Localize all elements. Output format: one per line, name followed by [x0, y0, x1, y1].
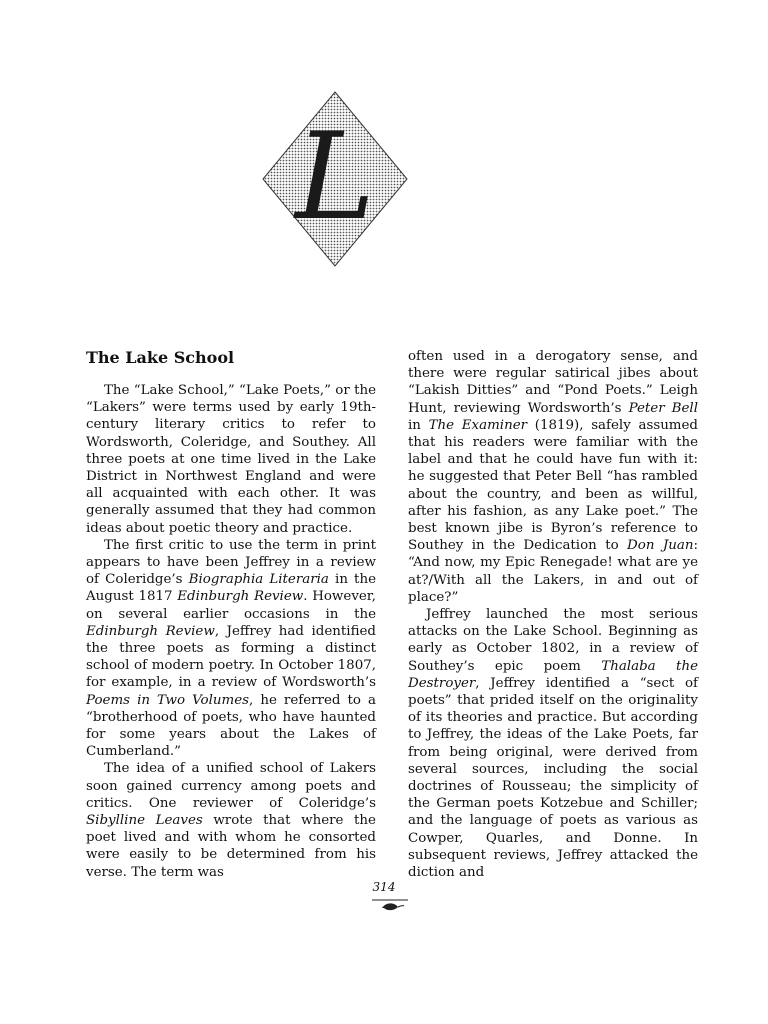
paragraph-text: The first critic to use the term in print appears to have been Jeffrey in a review of Coleridge’s — [86, 537, 376, 588]
paragraph-text: often used in a derogatory sense, and there were regular satirical jibes about “Lakish Ditties” and “Pond Poets.” Leigh Hunt, reviewing Wordsworth’s — [408, 349, 698, 416]
initial-letter-ornament — [261, 90, 409, 268]
paragraph-text: Jeffrey launched the most serious attacks on the Lake School. Beginning as early as October 1802, in a review of Southey’s epic poem — [408, 607, 698, 674]
paragraph-text: , Jeffrey had identified the three poets as forming a distinct school of modern poetry. In October 1807, for example, in a review of Wordsworth’s — [86, 623, 376, 691]
paragraph — [408, 348, 698, 606]
italic-title: Don Juan — [627, 538, 694, 554]
paragraph — [86, 382, 376, 537]
italic-title: Edinburgh Review — [86, 623, 215, 639]
paragraph — [86, 760, 376, 880]
italic-title: Biographia Literaria — [188, 572, 329, 588]
paragraph-text: in the August 1817 — [86, 572, 376, 605]
italic-title: Poems in Two Volumes — [86, 692, 249, 708]
paragraph-text: , he referred to a “brotherhood of poets, who have haunted for some years about the Lakes of Cumberland.” — [86, 692, 376, 760]
paragraph-text: . However, on several earlier occasions in the — [86, 589, 376, 622]
paragraph-text: wrote that where the poet lived and with whom he consorted were easily to be determined from his verse. The term was — [86, 813, 376, 880]
paragraph — [86, 537, 376, 761]
paragraph-text: The idea of a unified school of Lakers soon gained currency among poets and critics. One reviewer of Coleridge’s — [86, 761, 376, 811]
italic-title: Thalaba the Destroyer — [408, 658, 698, 691]
italic-title: Edinburgh Review — [177, 589, 304, 605]
paragraph-text: (1819), safely assumed that his readers were familiar with the label and that he could have fun with it: he suggested that Peter Bell “has rambled about the country, and been as willful, after his fashion, as any Lake poet.” The best known jibe is Byron’s reference to Southey in the Dedication to — [408, 417, 699, 554]
page-number: 314 — [372, 880, 396, 894]
left-column — [86, 348, 376, 881]
right-column — [408, 348, 698, 881]
paragraph-text: , Jeffrey identified a “sect of poets” that prided itself on the originality of its theories and practice. But according to Jeffrey, the ideas of the Lake Poets, far from being original, were derived from several sources, including the social doctrines of Rousseau; the simplicity of the German poets Kotzebue and Schiller; and the language of poets as various as Cowper, Quarles, and Donne. In subsequent reviews, Jeffrey attacked the diction and — [408, 675, 698, 881]
paragraph — [408, 606, 698, 881]
article-title: The Lake School — [86, 348, 235, 367]
paragraph-text: : “And now, my Epic Renegade! what are ye at?/With all the Lakers, in and out of place?” — [408, 538, 698, 605]
paragraph-text: in — [408, 417, 429, 433]
italic-title: The Examiner — [428, 417, 528, 433]
ornament-letter: L — [295, 108, 375, 247]
paragraph-text: The “Lake School,” “Lake Poets,” or the “Lakers” were terms used by early 19th-century literary critics to refer to Wordsworth, Coleridge, and Southey. All three poets at one time lived in the Lake District in Northwest England and were all acquainted with each other. It was generally assumed that they had common ideas about poetic theory and practice. — [86, 383, 376, 536]
leaf-ornament-icon — [370, 896, 410, 916]
italic-title: Peter Bell — [628, 400, 698, 416]
italic-title: Sibylline Leaves — [86, 813, 203, 829]
